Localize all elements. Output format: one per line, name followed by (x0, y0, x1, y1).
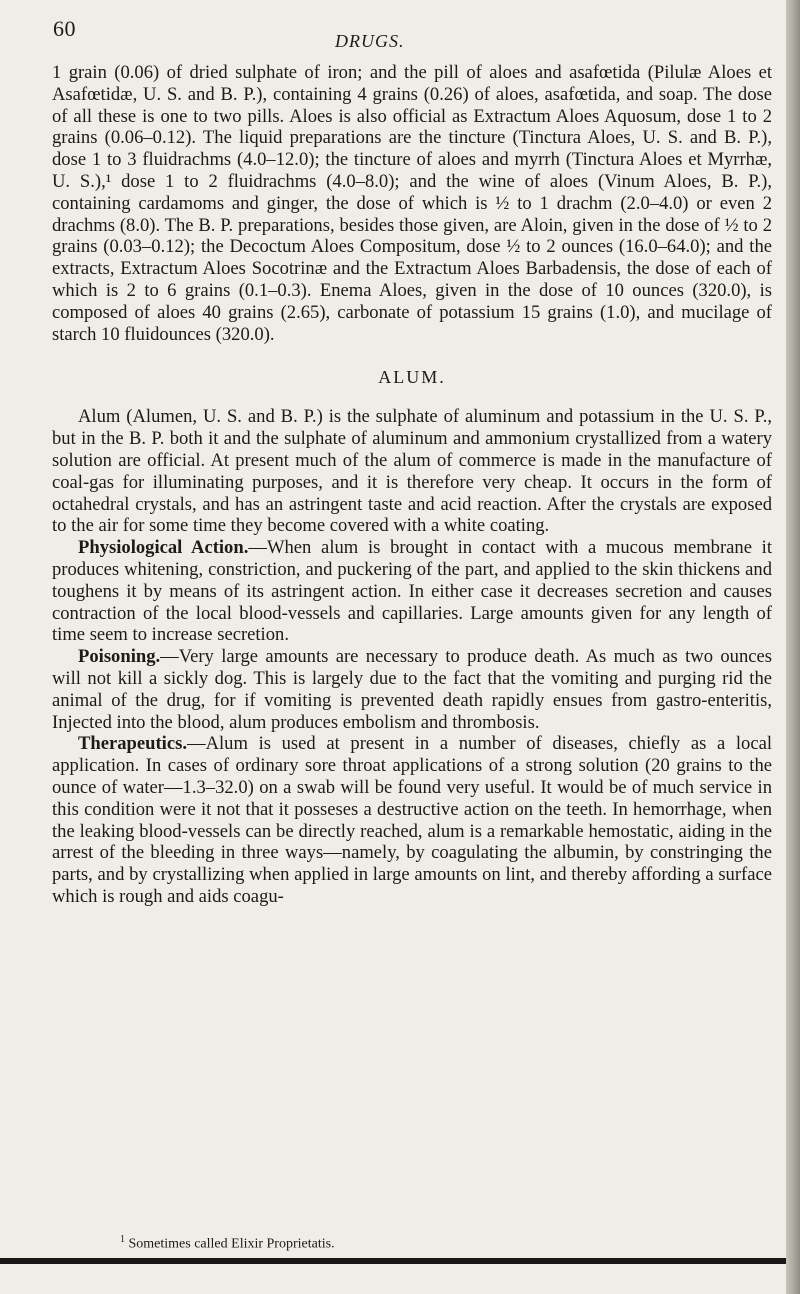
aloes-paragraph: 1 grain (0.06) of dried sulphate of iron; and the pill of aloes and asafœtida (Pilulæ Aloes et Asafœtidæ, U. S. and B. P.), containing 4 grains (0.26) of aloes, asafœtida, and soap. The dose of all these is one to two pills. Aloes is also official as Extractum Aloes Aquosum, dose 1 to 2 grains (0.06–0.12). The liquid preparations are the tincture (Tinctura Aloes, U. S. and B. P.), dose 1 to 3 fluidrachms (4.0–12.0); the tincture of aloes and myrrh (Tinctura Aloes et Myrrhæ, U. S.),¹ dose 1 to 2 fluidrachms (4.0–8.0); and the wine of aloes (Vinum Aloes, B. P.), containing cardamoms and ginger, the dose of which is ½ to 1 drachm (2.0–4.0) or even 2 drachms (8.0). The B. P. preparations, besides those given, are Aloin, given in the dose of ½ to 2 grains (0.03–0.12); the Decoctum Aloes Compositum, dose ½ to 2 ounces (16.0–64.0); and the extracts, Extractum Aloes Socotrinæ and the Extractum Aloes Barbadensis, the dose of each of which is 2 to 6 grains (0.1–0.3). Enema Aloes, given in the dose of 10 ounces (320.0), is composed of aloes 40 grains (2.65), carbonate of potassium 15 grains (1.0), and mucilage of starch 10 fluidounces (320.0). (52, 62, 772, 345)
section-heading: ALUM. (378, 367, 446, 388)
footnote-marker: 1 (120, 1234, 125, 1245)
paragraph-body: —Very large amounts are necessary to produce death. As much as two ounces will not kill a sickly dog. This is largely due to the fact that the vomiting and purging rid the animal of the drug, for if vomiting is prevented death rapidly ensues from gastro-enteritis, Injected into the blood, alum produces embolism and thrombosis. (52, 646, 772, 733)
physiological-action-paragraph (52, 537, 772, 646)
run-in-heading: Therapeutics. (78, 733, 187, 755)
paragraph-body: —When alum is brought in contact with a mucous membrane it produces whitening, constriction, and puckering of the part, and applied to the skin thickens and toughens it by means of its astringent action. In either case it decreases secretion and causes contraction of the local blood-vessels and capillaries. Large amounts given for any length of time seem to increase secretion. (52, 537, 772, 646)
alum-description-paragraph: Alum (Alumen, U. S. and B. P.) is the sulphate of aluminum and potassium in the U. S. P., but in the B. P. both it and the sulphate of aluminum and ammonium crystallized from a watery solution are official. At present much of the alum of commerce is made in the manufacture of coal-gas for illuminating purposes, and it is therefore very cheap. It occurs in the form of octahedral crystals, and has an astringent taste and acid reaction. After the crystals are exposed to the air for some time they become covered with a white coating. (52, 406, 772, 537)
poisoning-paragraph (52, 646, 772, 733)
therapeutics-paragraph (52, 733, 772, 907)
footnote-text: Sometimes called Elixir Proprietatis. (128, 1236, 335, 1252)
page-number: 60 (53, 16, 76, 41)
run-in-heading: Poisoning. (78, 646, 161, 668)
footnote (120, 1234, 335, 1253)
run-in-heading: Physiological Action. (78, 537, 249, 559)
page-edge-shadow (786, 0, 800, 1294)
paragraph-body: —Alum is used at present in a number of diseases, chiefly as a local application. In cases of ordinary sore throat applications of a strong solution (20 grains to the ounce of water—1.3–32.0) on a swab will be found very useful. It would be of much service in this condition were it not that it posseses a destructive action on the teeth. In hemorrhage, when the leaking blood-vessels can be directly reached, alum is a remarkable hemostatic, aiding in the arrest of the bleeding in three ways—namely, by coagulating the albumin, by constringing the parts, and by crystallizing when applied in large amounts on lint, and thereby affording a surface which is rough and aids coagu- (52, 733, 772, 907)
bottom-rule (0, 1258, 800, 1264)
running-head: DRUGS. (335, 31, 405, 51)
text-block (52, 62, 772, 908)
